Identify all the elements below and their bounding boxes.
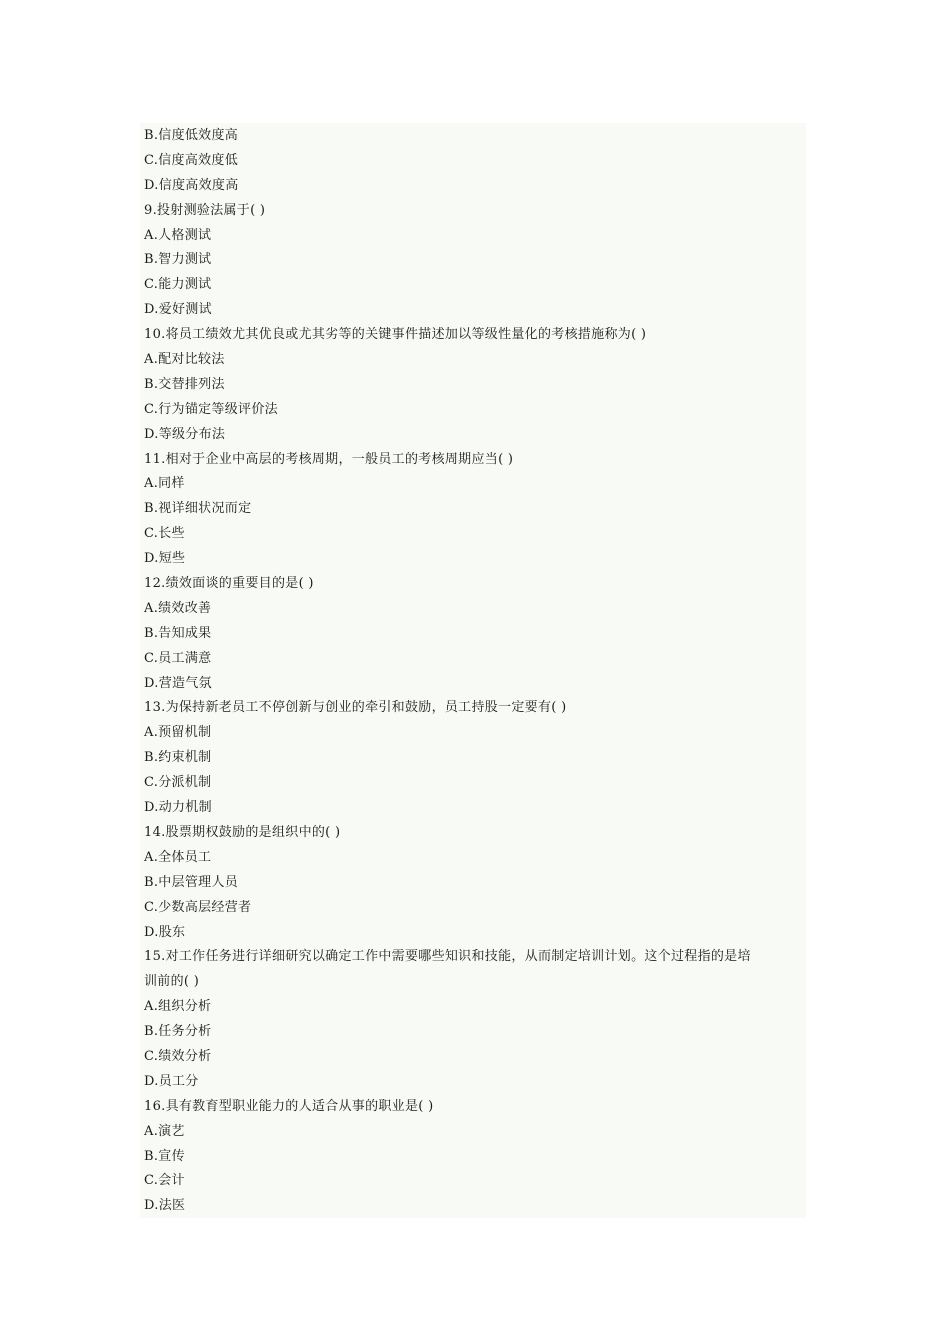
question-stem-continuation: 训前的( )	[144, 974, 200, 990]
answer-option: D.爱好测试	[144, 302, 212, 318]
question-stem: 13.为保持新老员工不停创新与创业的牵引和鼓励，员工持股一定要有( )	[144, 700, 567, 716]
answer-option: D.员工分	[144, 1073, 199, 1089]
answer-option: B.约束机制	[144, 750, 212, 766]
answer-option: D.法医	[144, 1198, 186, 1214]
answer-option: B.智力测试	[144, 252, 212, 268]
answer-option: B.中层管理人员	[144, 874, 239, 890]
answer-option: D.短些	[144, 551, 186, 567]
question-stem: 12.绩效面谈的重要目的是( )	[144, 576, 314, 592]
question-stem: 11.相对于企业中高层的考核周期，一般员工的考核周期应当( )	[144, 451, 514, 467]
question-stem: 16.具有教育型职业能力的人适合从事的职业是( )	[144, 1098, 434, 1114]
answer-option: D.等级分布法	[144, 426, 226, 442]
answer-option: A.人格测试	[144, 227, 212, 243]
answer-option: B.任务分析	[144, 1024, 212, 1040]
answer-option: C.绩效分析	[144, 1048, 212, 1064]
answer-option: D.信度高效度高	[144, 177, 239, 193]
answer-option: C.信度高效度低	[144, 152, 239, 168]
answer-option: A.配对比较法	[144, 352, 225, 368]
question-stem: 15.对工作任务进行详细研究以确定工作中需要哪些知识和技能，从而制定培训计划。这个过程指的是培	[144, 949, 751, 965]
answer-option: C.会计	[144, 1173, 185, 1189]
answer-option: A.全体员工	[144, 849, 212, 865]
answer-option: B.宣传	[144, 1148, 185, 1164]
answer-option: C.能力测试	[144, 277, 212, 293]
question-text-block	[144, 124, 804, 1219]
answer-option: D.营造气氛	[144, 675, 212, 691]
answer-option: D.动力机制	[144, 800, 212, 816]
question-stem: 14.股票期权鼓励的是组织中的( )	[144, 824, 341, 840]
answer-option: C.少数高层经营者	[144, 899, 252, 915]
question-stem: 10.将员工绩效尤其优良或尤其劣等的关键事件描述加以等级性量化的考核措施称为( )	[144, 327, 647, 343]
answer-option: C.行为锚定等级评价法	[144, 401, 278, 417]
answer-option: B.信度低效度高	[144, 128, 239, 143]
answer-option: A.同样	[144, 476, 185, 492]
answer-option: C.员工满意	[144, 650, 212, 666]
answer-option: D.股东	[144, 924, 186, 940]
question-stem: 9.投射测验法属于( )	[144, 202, 266, 218]
answer-option: B.交替排列法	[144, 376, 225, 392]
answer-option: A.预留机制	[144, 725, 212, 741]
answer-option: B.告知成果	[144, 625, 212, 641]
answer-option: A.演艺	[144, 1123, 185, 1139]
answer-option: A.组织分析	[144, 999, 212, 1015]
answer-option: C.分派机制	[144, 775, 212, 791]
answer-option: B.视详细状况而定	[144, 501, 252, 517]
answer-option: A.绩效改善	[144, 600, 212, 616]
answer-option: C.长些	[144, 526, 185, 542]
